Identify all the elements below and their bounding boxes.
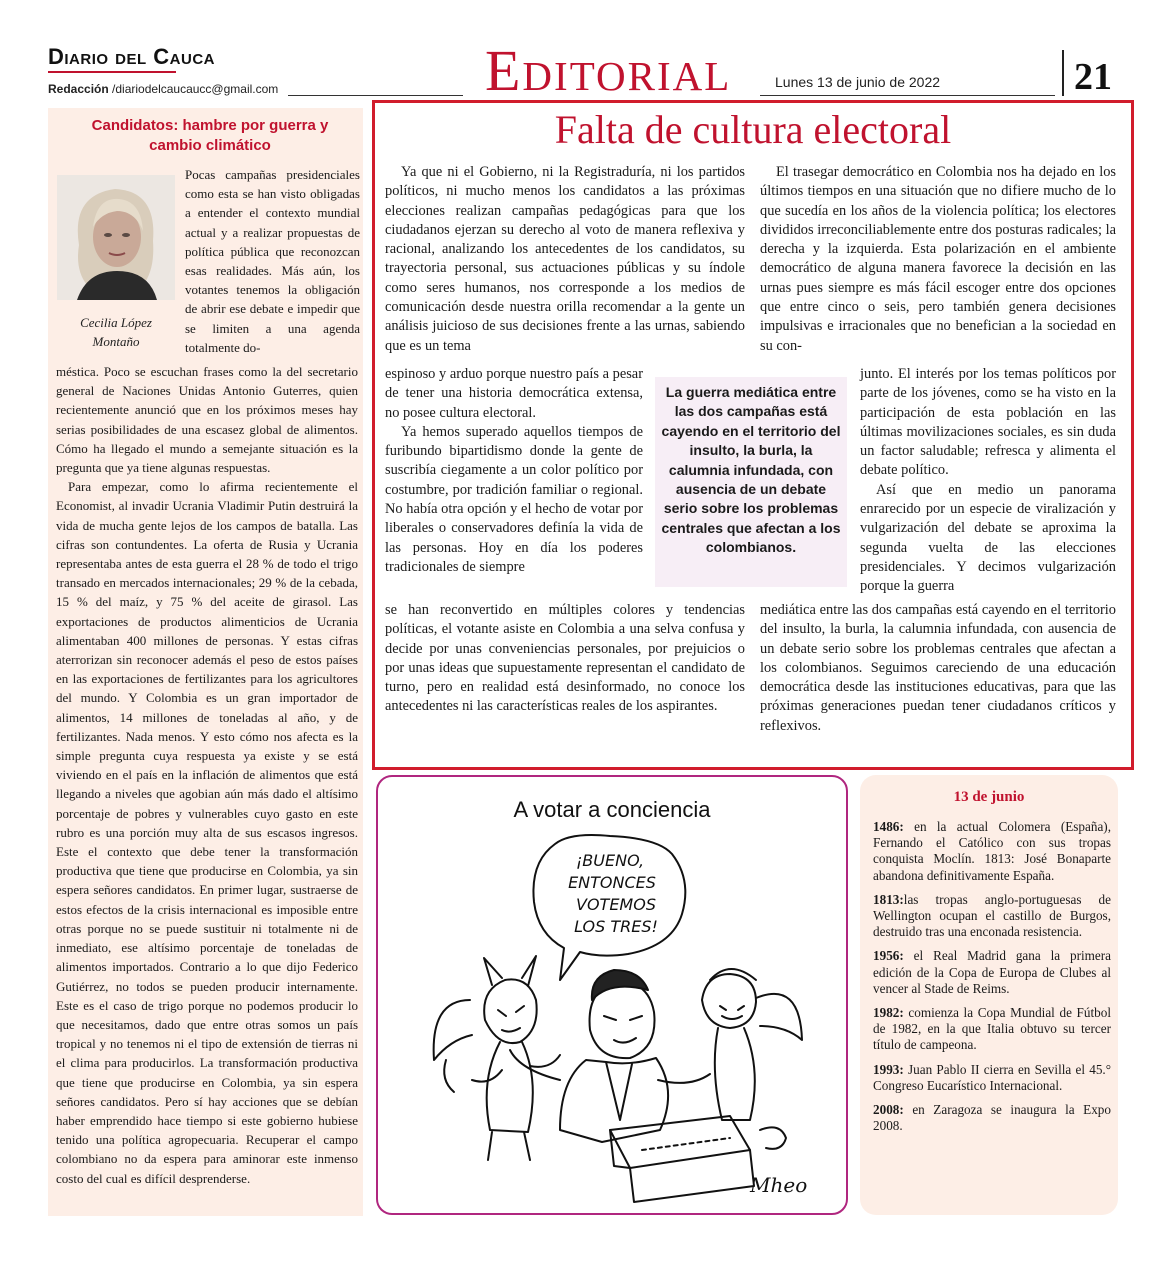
- opinion-body: [56, 362, 358, 1188]
- efemeride-text: el Real Madrid gana la primera edición de la Copa de Europa de Clubes al vencer al Stade de Reims.: [873, 948, 1111, 996]
- opinion-paragraph: Para empezar, como lo afirma recientemente el Economist, al invadir Ucrania Vladimir Putin destruirá la vida de mucha gente lejos de los campos de batalla. Las cifras son contundentes. La oferta de Rusia y Ucrania representaba antes de esta guerra el 28 % de todo el trigo transado en mercados internacionales; 29 % de la cebada, 15 % del maíz, y 75 % del aceite de girasol. Las exportaciones de productos alimenticios de Ucrania alimentaban 400 millones de personas. Y estas cifras aterrorizan sin reconocer además el peso de estos países en las exportaciones de fertilizantes para los agricultores del mundo. Y Colombia es un gran importador de alimentos, 14 millones de toneladas al año, y de fertilizantes. Nada menos. Y esto cómo nos afecta es la simple pregunta cuya respuesta ya existe y se está viviendo en el país en la inflación de alimentos que está llegando a niveles que agobian aún más dado el altísimo porcentaje de pobres y vulnerables cuyo gasto en este rubro es una porción muy alta de sus escasos ingresos. Este el contexto que debe tener la transformación productiva que tiene que producirse en Colombia, ya sin espera señores candidatos. En primer lugar, sustraerse de estos efectos de la crisis internacional es imposible entre otras porque no se puede sustituir ni totalmente ni de inmediato, ese altísimo porcentaje de toneladas de alimentos importados. Contrario a lo que dijo Federico Gutiérrez, no todos se pueden producir internamente. Este es el caso de trigo porque no podemos producir lo que necesitamos, dado que entre otras somos un país tropical y no tenemos ni el tipo de extensión de tierras ni el clima para producirlos. La transformación productiva que tiene que producirse en Colombia, ya sin espera señores candidatos. Pero sí hay acciones que se debían haber emprendido hace tiempo si este gobierno hubiese tenido una política agropecuaria. Recuperar el campo colombiano no da espera para aminorar este inmenso costo del cual es difícil desprenderse.: [56, 479, 358, 1186]
- author-caption: Cecilia López Montaño: [80, 315, 152, 349]
- editorial-paragraph: El trasegar democrático en Colombia nos ha dejado en los últimos tiempos en una situación que no difiere mucho de lo que sucedía en los años de la violencia política; los electores divididos irreconciliablemente entre dos posturas radicales; la derecha y la izquierda. Esta polarización en el ambiente democrático de alguna manera favorece la decisión en las urnas pues siempre es más fácil escoger entre dos opciones que entre cinco o seis, pero también genera decisiones impulsivas e irracionales que no benefician a la sociedad en su con-: [760, 164, 1116, 354]
- cartoon-signature: Mheo: [750, 1173, 808, 1197]
- efemeride-text: en la actual Colomera (España), Fernando el Católico con sus tropas conquista Moclín. 1813: José Bonaparte abandona definitivamente España.: [873, 819, 1111, 883]
- speech-line: LOS TRES!: [574, 917, 658, 936]
- efemeride-text: Juan Pablo II cierra en Sevilla el 45.° Congreso Eucarístico Internacional.: [873, 1061, 1111, 1093]
- editorial-paragraph: Así que en medio un panorama enrarecido por un especie de viralización y vulgarización del debate se aproxima la segunda vuelta de las elecciones presidenciales. Y decimos vulgarización porque la guerra: [860, 481, 1116, 595]
- opinion-paragraph: méstica. Poco se escuchan frases como la del secretario general de Naciones Unidas Antonio Guterres, quien recientemente anunció que en los próximos meses hay serias posibilidades de una escasez global de alimentos. Cómo ha llegado el mundo a semejante situación es la pregunta que ya tiene algunas respuestas.: [56, 364, 358, 476]
- redaccion-email: /diariodelcaucaucc@gmail.com: [112, 82, 279, 96]
- editorial-paragraph: espinoso y arduo porque nuestro país a pesar de tener una historia democrática extensa, no posee cultura electoral.: [385, 366, 643, 421]
- editorial-col2-mid: [860, 365, 1116, 597]
- cartoon-title: A votar a conciencia: [513, 797, 711, 822]
- redaccion-label: Redacción: [48, 82, 109, 96]
- efemeride-year: 1993:: [873, 1061, 904, 1077]
- efemeride-item: [873, 948, 1111, 997]
- efemeride-year: 1982:: [873, 1005, 904, 1021]
- efemeride-item: [873, 1005, 1111, 1054]
- efemeride-year: 1813:: [873, 891, 904, 907]
- page-number: 21: [1074, 56, 1112, 98]
- ballot-box: [610, 1116, 750, 1168]
- speech-line: ¡BUENO,: [575, 851, 645, 870]
- efemeride-year: 2008:: [873, 1102, 904, 1118]
- speech-line: ENTONCES: [568, 873, 656, 892]
- efemerides-title: 13 de junio: [953, 789, 1025, 805]
- efemeride-year: 1486:: [873, 819, 904, 834]
- page-number-divider: [1062, 50, 1064, 96]
- efemeride-text: comienza la Copa Mundial de Fútbol de 1982, en la que Italia obtuvo su tercer título de campeona.: [873, 1005, 1111, 1053]
- efemeride-year: 1956:: [873, 948, 904, 964]
- editorial-col2-bottom: [760, 601, 1116, 736]
- masthead: Diario del Cauca: [48, 44, 215, 69]
- header-rule-right: [760, 95, 1055, 96]
- opinion-intro: Pocas campañas presidenciales como esta se han visto obligadas a entender el contexto mundial actual y a realizar propuestas de política pública que reconozcan esas realidades. Más aún, los votantes tenemos la obligación de abrir ese debate e impedir que se limiten a una agenda totalmente do-: [185, 167, 360, 355]
- redaccion-line: [48, 82, 278, 96]
- efemeride-text: las tropas anglo-portuguesas de Wellington ocupan el castillo de Burgos, destruido tras una enconada resistencia.: [873, 891, 1111, 940]
- editorial-paragraph: junto. El interés por los temas políticos por parte de los jóvenes, como se ha visto en la participación de esta población en las últimas movilizaciones sociales, es sin duda un factor saludable; refresca y alimenta el debate político.: [860, 366, 1116, 479]
- editorial-paragraph: mediática entre las dos campañas está cayendo en el territorio del insulto, la burla, la calumnia infundada, con ausencia de un debate serio sobre los problemas centrales que afectan a los colombianos. Seguimos careciendo de una educación democrática desde las instituciones educativas, para que las próximas generaciones puedan tener ciudadanos críticos y reflexivos.: [760, 602, 1116, 734]
- editorial-paragraph: se han reconvertido en múltiples colores y tendencias políticas, el votante asiste en Colombia a una selva confusa y decide por unas conveniencias personales, por prejuicios o por unas ideas que supuestamente representan el candidato de turno, pero en realidad está desinformado, no conoce los antecedentes ni las características reales de los aspirantes.: [385, 602, 745, 715]
- speech-line: VOTEMOS: [576, 895, 656, 914]
- opinion-title: Candidatos: hambre por guerra y cambio climático: [91, 117, 329, 154]
- editorial-paragraph: Ya hemos superado aquellos tiempos de furibundo bipartidismo donde la gente de suscribía ciegamente a un color político por costumbre, por tradición familiar o regional. No había otra opción y el hecho de votar por liberales o conservadores definía la vida de las personas. Hoy en día los poderes tradicionales de siempre: [385, 423, 643, 575]
- editorial-col2-top: [760, 163, 1116, 356]
- editorial-title: Falta de cultura electoral: [554, 107, 952, 152]
- editorial-paragraph: Ya que ni el Gobierno, ni la Registraduría, ni los partidos políticos, ni mucho menos los candidatos a las próximas elecciones realizan campañas pedagógicas para que los ciudadanos ejerzan su derecho al voto de manera reflexiva y racional, analizando los antecedentes de los candidatos, su trayectoria personal, sus actuaciones públicas y su índole como seres humanos, nos corresponde a los medios de comunicación desde nuestra orilla recomendar a la gente un análisis juicioso de sus decisiones frente a las urnas, sabiendo que es un tema: [385, 164, 745, 354]
- section-title: Editorial: [485, 38, 732, 103]
- cartoon-drawing: [410, 830, 820, 1205]
- editorial-col1-mid: [385, 365, 643, 577]
- editorial-col1-top: [385, 163, 745, 356]
- masthead-underline: [48, 71, 176, 73]
- efemeride-text: en Zaragoza se inaugura la Expo 2008.: [873, 1102, 1111, 1134]
- author-photo: [57, 175, 175, 300]
- efemeride-item: [873, 892, 1111, 941]
- efemeride-item: [873, 1062, 1111, 1094]
- efemeride-item: [873, 1102, 1111, 1134]
- header-rule-left: [288, 95, 463, 96]
- issue-date: Lunes 13 de junio de 2022: [775, 74, 941, 90]
- efemeride-item: [873, 819, 1111, 884]
- pull-quote: La guerra mediática entre las dos campañas está cayendo en el territorio del insulto, la burla, la calumnia infundada, con ausencia de un debate serio sobre los problemas centrales que afectan a los colombianos.: [655, 377, 847, 587]
- editorial-col1-bottom: [385, 601, 745, 717]
- efemerides-list: [873, 819, 1111, 1142]
